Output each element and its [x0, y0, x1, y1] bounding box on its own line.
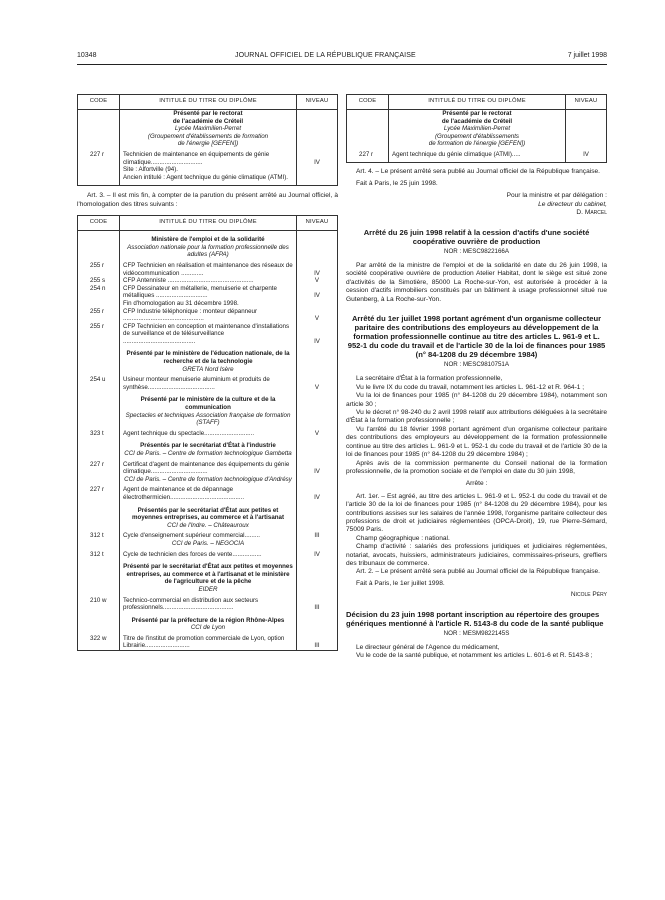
col-header-level: NIVEAU [297, 216, 338, 231]
diploma-level: V [297, 430, 338, 438]
paragraph: Vu la loi de finances pour 1985 (n° 84-1208 du 29 décembre 1984), notamment son article 30 ; [346, 392, 607, 408]
org-subheading: CCI de Paris. – Centre de formation technologique d'Andrésy [120, 476, 297, 487]
diploma-code: 255 s [78, 277, 120, 285]
diploma-level: IV [297, 323, 338, 346]
diploma-title: CFP Technicien en conception et maintenance d'installations de surveillance et de télésurveillance .......................................... [120, 323, 297, 346]
article-2: Art. 2. – Le présent arrêté sera publié au Journal officiel de la République française. [356, 568, 600, 576]
org-subheading: Spectacles et techniques Association française de formation (STAFF) [120, 412, 297, 430]
table-row [78, 430, 338, 438]
signature-line: Pour la ministre et par délégation : [506, 192, 607, 200]
org-subheading: EIDER [120, 586, 297, 597]
table-row [78, 412, 338, 430]
table-row [78, 308, 338, 323]
col-header-level: NIVEAU [566, 95, 607, 110]
diploma-title: Agent technique du spectacle............................. [120, 430, 297, 438]
nor-reference: NOR : MESM9822145S [443, 629, 510, 637]
diploma-code: 254 u [78, 376, 120, 391]
org-subheading: CCI de Paris. – NEGOCIA [120, 540, 297, 551]
decree-title: Arrêté du 26 juin 1998 relatif à la cession d'actifs d'une société coopérative ouvrière de production [363, 227, 590, 246]
col-header-code: CODE [78, 95, 120, 110]
issue-date: 7 juillet 1998 [567, 52, 607, 59]
diploma-title: Technico-commercial en distribution aux secteurs professionnels......................................... [120, 597, 297, 612]
paragraph: Vu le livre IX du code du travail, notamment les articles L. 961-12 et R. 964-1 ; [356, 383, 585, 391]
table-homologation-2 [77, 215, 338, 651]
diploma-level: III [297, 532, 338, 540]
decision-visas [346, 644, 607, 661]
table-row [78, 244, 338, 262]
table-row [78, 231, 338, 244]
org-heading: Présenté par le rectorat de l'académie de Créteil [120, 110, 297, 126]
org-heading: Présenté par le rectorat de l'académie de Créteil [389, 110, 566, 126]
table-row [78, 285, 338, 300]
diploma-level: IV [297, 262, 338, 277]
org-heading: Présenté par le secrétariat d'État aux petites et moyennes entreprises, au commerce et à l'artisanat et le ministère de l'agriculture et de la pêche [120, 558, 297, 586]
activity-scope: Champ d'activité : salariés des professions juridiques et judiciaires réglementées, notariat, avocats, huissiers, administrateurs judiciaires, commissaires-priseurs, greffiers des tribunaux de commerce. [346, 543, 607, 567]
diploma-title: Certificat d'agent de maintenance des équipements du génie climatique................................. [120, 461, 297, 476]
header-rule [77, 64, 607, 65]
paragraph: Vu l'arrêté du 18 février 1998 portant agrément d'un organisme collecteur paritaire des contributions des employeurs au développement de la formation professionnelle continue au titre des articles L. 961-9 et L. 952-1 du code du travail et de l'article 30 de la loi de finances pour 1985 (n° 84-1208 du 29 décembre 1984) ; [346, 425, 607, 459]
decree-body: Par arrêté de la ministre de l'emploi et de la solidarité en date du 26 juin 1998, la société coopérative ouvrière de production Atelier Habitat, dont le siège est situé zone d'activités de la Simotière, 85000 La Roche-sur-Yon, est autorisée à procéder à la cession d'actifs immobiliers constitués par un bâtiment à usage professionnel situé rue Gutenberg, à La Roche-sur-Yon. [346, 262, 607, 303]
diploma-title: Technicien de maintenance en équipements de génie climatique.............................. [120, 151, 297, 166]
paragraph: La secrétaire d'État à la formation professionnelle, [356, 375, 503, 383]
nor-reference: NOR : MESC9822166A [444, 247, 509, 255]
org-subheading: Association nationale pour la formation professionnelle des adultes (AFPA) [120, 244, 297, 262]
table-row [78, 450, 338, 461]
diploma-level: III [297, 635, 338, 651]
diploma-title: Agent de maintenance et de dépannage électrothermicien........................................... [120, 486, 297, 501]
org-heading: Présenté par le ministère de l'éducation nationale, de la recherche et de la technologie [120, 345, 297, 365]
geographic-scope: Champ géographique : national. [356, 534, 450, 542]
col-header-title: INTITULÉ DU TITRE OU DIPLÔME [389, 95, 566, 110]
diploma-code: 323 t [78, 430, 120, 438]
diploma-level: IV [297, 551, 338, 559]
table-row [78, 635, 338, 651]
table-row [78, 366, 338, 377]
table-row [78, 391, 338, 411]
col-header-code: CODE [347, 95, 389, 110]
diploma-code: 227 r [347, 151, 389, 162]
table-homologation-1 [77, 94, 338, 186]
diploma-code: 227 r [78, 486, 120, 501]
table-row [78, 522, 338, 533]
table-row [78, 532, 338, 540]
signature-name: D. Marcel [576, 209, 607, 217]
table-row [78, 323, 338, 346]
signed-place-date: Fait à Paris, le 25 juin 1998. [356, 179, 438, 187]
paragraph: Vu le décret n° 98-240 du 2 avril 1998 relatif aux attributions déléguées à la secrétaire d'État à la formation professionnelle ; [346, 409, 607, 425]
diploma-level: V [297, 376, 338, 391]
homologation-note: Fin d'homologation au 31 décembre 1998. [120, 300, 297, 308]
org-heading: Présenté par la préfecture de la région Rhône-Alpes [120, 612, 297, 625]
diploma-code: 255 r [78, 262, 120, 277]
diploma-level: IV [566, 151, 607, 162]
diploma-code: 312 t [78, 532, 120, 540]
signature-title: Le directeur du cabinet, [538, 200, 607, 208]
table-row [78, 437, 338, 450]
diploma-level: V [297, 277, 338, 285]
table-row [78, 277, 338, 285]
diploma-title: Cycle d'enseignement supérieur commercial......... [120, 532, 297, 540]
signed-place-date: Fait à Paris, le 1er juillet 1998. [356, 579, 445, 587]
org-subheading: CCI de l'Indre. – Châteauroux [120, 522, 297, 533]
page-number: 10348 [77, 52, 97, 59]
diploma-code: 254 n [78, 285, 120, 300]
diploma-code: 210 w [78, 597, 120, 612]
diploma-level: IV [297, 285, 338, 300]
journal-title: JOURNAL OFFICIEL DE LA RÉPUBLIQUE FRANÇAISE [235, 52, 416, 59]
diploma-site: Site : Alfortville (94). [120, 166, 297, 174]
paragraph: Après avis de la commission permanente du Conseil national de la formation professionnelle, de la promotion sociale et de l'emploi en date du 30 juin 1998, [346, 459, 607, 475]
table-row [78, 262, 338, 277]
org-heading: Ministère de l'emploi et de la solidarité [120, 231, 297, 244]
table-row [78, 624, 338, 635]
org-subheading: Lycée Maximilien-Perret (Groupement d'établissements de formation de l'énergie [GEFEN]) [120, 125, 297, 151]
org-subheading: CCI de Lyon [120, 624, 297, 635]
col-header-title: INTITULÉ DU TITRE OU DIPLÔME [120, 95, 297, 110]
decision-title: Décision du 23 juin 1998 portant inscription au répertoire des groupes génériques mentionné à l'article R. 5143-8 du code de la santé publique [346, 609, 604, 628]
diploma-title: Agent technique du génie climatique (ATMI)..... [389, 151, 566, 162]
nor-reference: NOR : MESC9810751A [444, 361, 509, 369]
table-homologation-3 [346, 94, 607, 163]
table-row [78, 461, 338, 476]
org-heading: Présentés par le secrétariat d'État aux petites et moyennes entreprises, au commerce et à l'artisanat [120, 502, 297, 522]
diploma-title: CFP Industrie téléphonique : monteur dépanneur ............................................... [120, 308, 297, 323]
table-row [78, 345, 338, 365]
arrete-label: Arrête : [465, 480, 488, 488]
table-row [78, 300, 338, 308]
diploma-former-title: Ancien intitulé : Agent technique du génie climatique (ATMI). [120, 174, 297, 186]
table-row [78, 551, 338, 559]
table-row [78, 586, 338, 597]
diploma-level: IV [297, 151, 338, 166]
table-row [78, 486, 338, 501]
diploma-code: 227 r [78, 461, 120, 476]
org-subheading: Lycée Maximilien-Perret (Groupement d'établissements de formation de l'énergie [GEFEN]) [389, 125, 566, 151]
left-column [77, 94, 338, 651]
col-header-title: INTITULÉ DU TITRE OU DIPLÔME [120, 216, 297, 231]
diploma-code: 322 w [78, 635, 120, 651]
diploma-title: CFP Technicien en réalisation et maintenance des réseaux de vidéocommunication ............. [120, 262, 297, 277]
diploma-code: 227 r [78, 151, 120, 166]
org-heading: Présentés par le secrétariat d'État à l'industrie [120, 437, 297, 450]
table-row [78, 376, 338, 391]
diploma-level: III [297, 597, 338, 612]
article-3: Art. 3. – Il est mis fin, à compter de la parution du présent arrêté au Journal officiel, à l'homologation des titres suivants : [77, 192, 338, 208]
diploma-title: Usineur monteur menuiserie aluminium et produits de synthèse....................................... [120, 376, 297, 391]
decree-visas [346, 375, 607, 476]
table-row [78, 558, 338, 586]
paragraph: Vu le code de la santé publique, et notamment les articles L. 601-6 et R. 5143-8 ; [356, 652, 593, 660]
article-4: Art. 4. – Le présent arrêté sera publié au Journal officiel de la République française. [356, 167, 600, 175]
diploma-title: CFP Antenniste .................................................. [120, 277, 297, 285]
col-header-level: NIVEAU [297, 95, 338, 110]
table-row [78, 502, 338, 522]
diploma-code: 312 t [78, 551, 120, 559]
table-row [78, 612, 338, 625]
org-heading: Présenté par le ministère de la culture et de la communication [120, 391, 297, 411]
right-column [346, 94, 607, 661]
diploma-title: Cycle de technicien des forces de vente................. [120, 551, 297, 559]
diploma-level: IV [297, 486, 338, 501]
table-row [78, 540, 338, 551]
decree-title: Arrêté du 1er juillet 1998 portant agrément d'un organisme collecteur paritaire des contributions des employeurs au développement de la formation professionnelle continue au titre des articles L. 961-9 et L. 952-1 du code du travail et de l'article 30 de la loi de finances pour 1985 (n° 84-1208 du 29 décembre 1984) [347, 314, 606, 360]
col-header-code: CODE [78, 216, 120, 231]
running-header [77, 52, 607, 62]
diploma-title: CFP Dessinateur en métallerie, menuiserie et charpente métalliques .............................. [120, 285, 297, 300]
table-row [78, 597, 338, 612]
article-1: Art. 1er. – Est agréé, au titre des articles L. 961-9 et L. 952-1 du code du travail et de l'article 30 de la loi de finances pour 1985 (n° 84-1208 du 29 décembre 1984), pour les contributions assises sur les salaires de l'année 1998, l'organisme paritaire collecteur des professions de droit et judiciaires réglementées (OPCA-Droit), 19, rue Pierre-Sémard, 75009 Paris. [346, 492, 607, 534]
org-subheading: CCI de Paris. – Centre de formation technologique Gambetta [120, 450, 297, 461]
table-row [78, 476, 338, 487]
diploma-level: IV [297, 461, 338, 476]
org-subheading: GRETA Nord Isère [120, 366, 297, 377]
paragraph: Le directeur général de l'Agence du médicament, [356, 644, 500, 651]
diploma-code: 255 r [78, 308, 120, 323]
diploma-title: Titre de l'institut de promotion commerciale de Lyon, option Librairie.......................... [120, 635, 297, 651]
diploma-code: 255 r [78, 323, 120, 346]
diploma-level: V [297, 308, 338, 323]
signature-name: Nicole Péry [570, 591, 607, 599]
